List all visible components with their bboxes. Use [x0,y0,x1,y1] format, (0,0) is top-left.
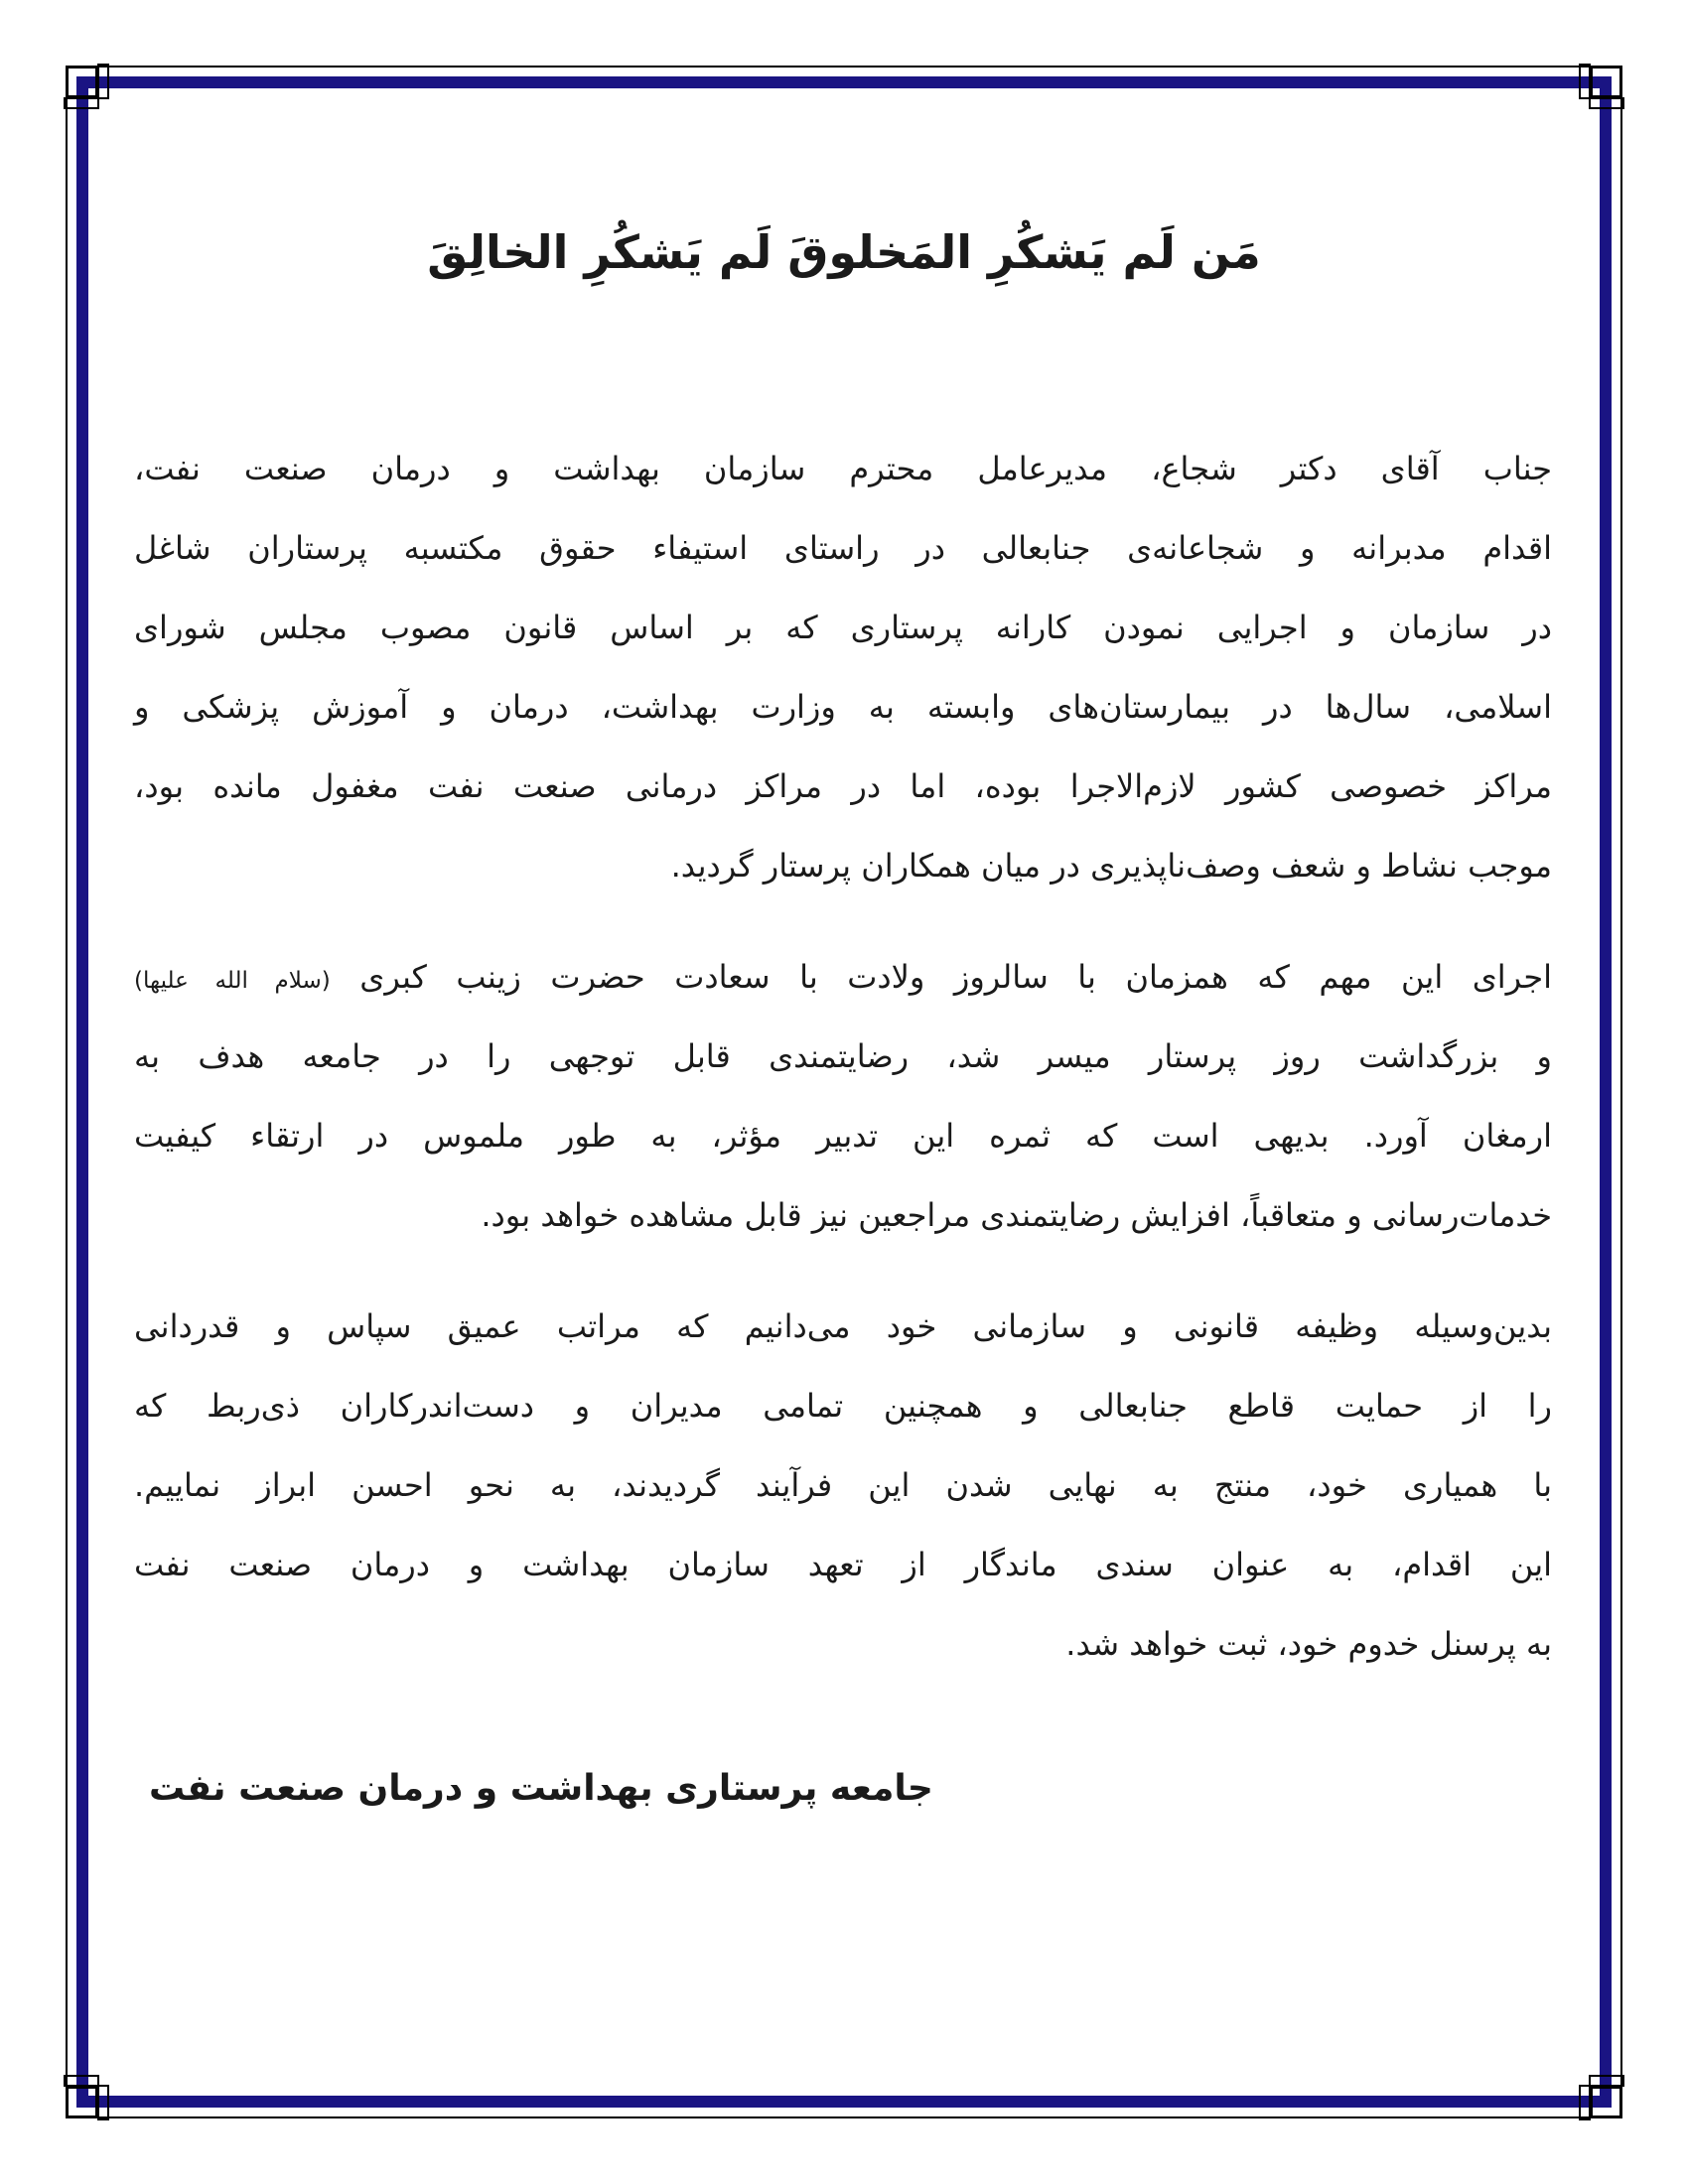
para1-line-5: مراکز خصوصی کشور لازم‌الاجرا بوده، اما در مراکز درمانی صنعت نفت مغفول مانده بود، [134,767,1552,805]
para3-line-2: را از حمایت قاطع جنابعالی و همچنین تمامی مدیران و دست‌اندرکاران ذی‌ربط که [134,1387,1552,1425]
corner-vertical-knot [97,2085,109,2120]
letter-body [134,429,1552,1715]
signature-line: جامعه پرستاری بهداشت و درمان صنعت نفت [149,1768,933,1809]
corner-horizontal-knot [1589,97,1624,109]
para2-line-1-text: اجرای این مهم که همزمان با سالروز ولادت با سعادت حضرت زینب کبری [359,958,1552,996]
para1-line-2: اقدام مدبرانه و شجاعانه‌ی جنابعالی در راستای استیفاء حقوق مکتسبه پرستاران شاغل [134,529,1552,567]
corner-ornament-bottom-left [62,2075,109,2122]
paragraph-3 [134,1287,1552,1684]
corner-ornament-top-right [1579,62,1626,109]
corner-vertical-knot [1579,64,1591,99]
arabic-quote-heading: مَن لَم يَشكُرِ المَخلوقَ لَم يَشكُرِ الخالِقَ [427,225,1261,279]
paragraph-2 [134,937,1552,1255]
para3-line-1: بدین‌وسیله وظیفه قانونی و سازمانی خود می‌دانیم که مراتب عمیق سپاس و قدردانی [134,1307,1552,1345]
para1-line-3: در سازمان و اجرایی نمودن کارانه پرستاری که بر اساس قانون مصوب مجلس شورای [134,609,1552,646]
para2-line-1 [134,937,1552,1017]
corner-horizontal-knot [64,2075,99,2087]
corner-vertical-knot [1579,2085,1591,2120]
para3-line-3: با همیاری خود، منتج به نهایی شدن این فرآیند گردیدند، به نحو احسن ابراز نماییم. [134,1466,1552,1504]
para1-line-4: اسلامی، سال‌ها در بیمارستان‌های وابسته به وزارت بهداشت، درمان و آموزش پزشکی و [134,688,1552,726]
para2-line-4: خدمات‌رسانی و متعاقباً، افزایش رضایتمندی مراجعین نیز قابل مشاهده خواهد بود. [481,1196,1552,1234]
corner-square [1591,67,1621,97]
paragraph-1 [134,429,1552,905]
corner-ornament-bottom-right [1579,2075,1626,2122]
corner-square [67,67,97,97]
para2-line-2: و بزرگداشت روز پرستار میسر شد، رضایتمندی قابل توجهی را در جامعه هدف به [134,1037,1552,1075]
corner-square [1591,2087,1621,2117]
corner-vertical-knot [97,64,109,99]
corner-ornament-top-left [62,62,109,109]
corner-square [67,2087,97,2117]
para1-line-6: موجب نشاط و شعف وصف‌ناپذیری در میان همکاران پرستار گردید. [670,847,1552,885]
honorific-parenthetical: (سلام الله علیها) [134,968,331,994]
para3-line-4: این اقدام، به عنوان سندی ماندگار از تعهد سازمان بهداشت و درمان صنعت نفت [134,1546,1552,1583]
para2-line-3: ارمغان آورد. بدیهی است که ثمره این تدبیر مؤثر، به طور ملموس در ارتقاء کیفیت [134,1117,1552,1155]
corner-horizontal-knot [64,97,99,109]
corner-horizontal-knot [1589,2075,1624,2087]
para1-line-1: جناب آقای دکتر شجاع، مدیرعامل محترم سازمان بهداشت و درمان صنعت نفت، [134,450,1552,487]
para3-line-5: به پرسنل خدوم خود، ثبت خواهد شد. [1065,1625,1552,1663]
